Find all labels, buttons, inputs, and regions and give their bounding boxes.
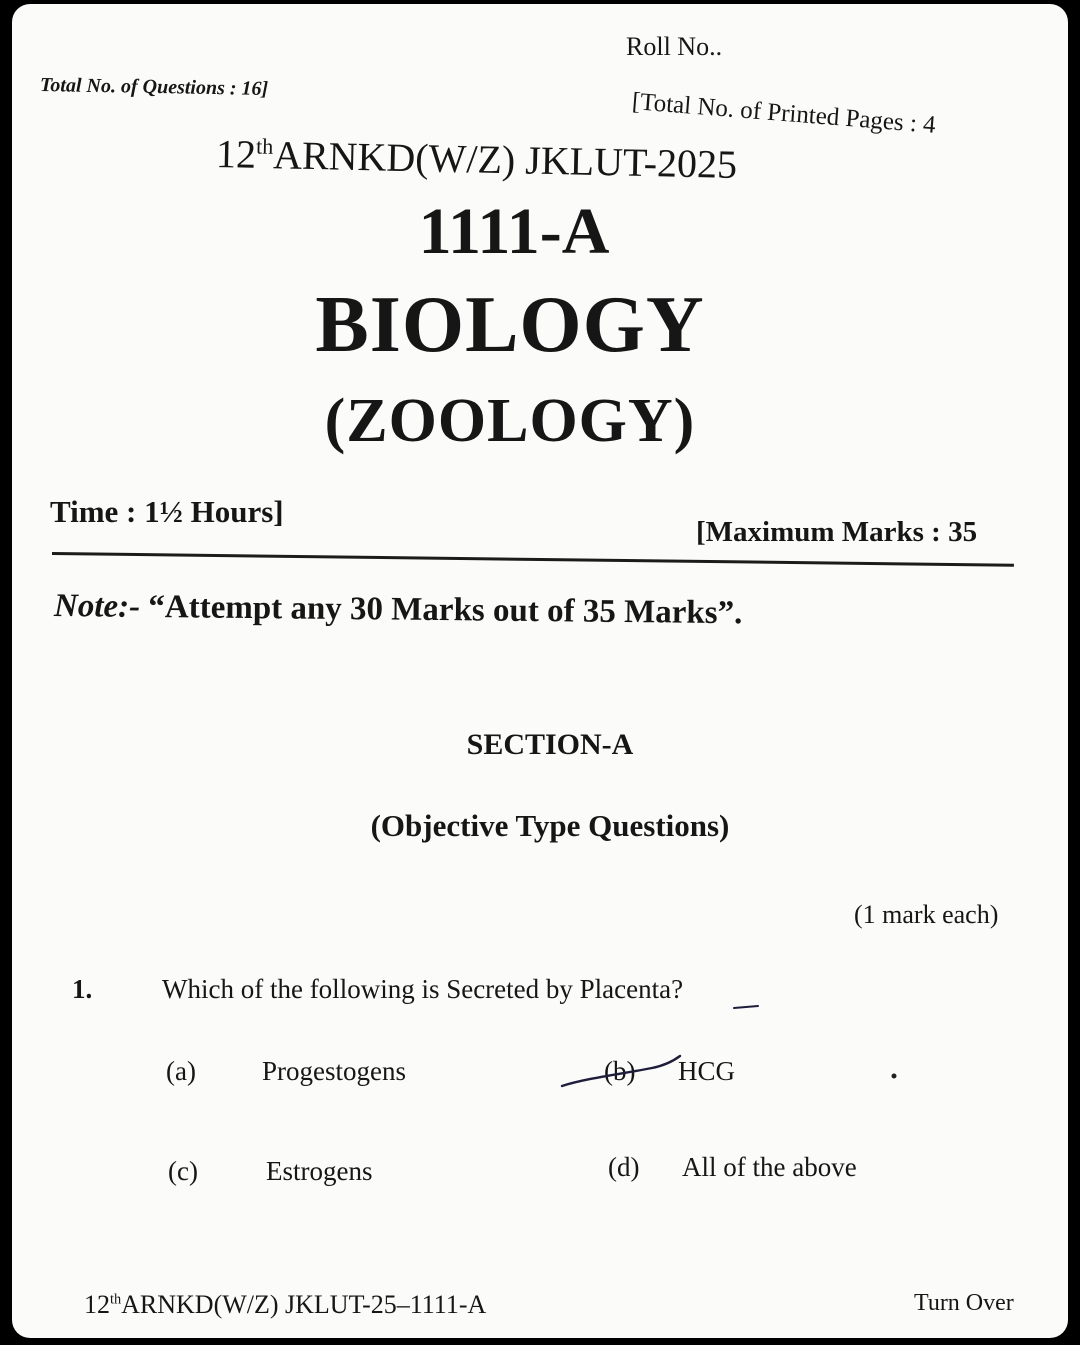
exam-paper-page	[12, 4, 1068, 1338]
answer-pen-stroke	[562, 1056, 680, 1086]
option-c-label: (c)	[168, 1156, 198, 1186]
option-b-label: (b)	[604, 1056, 636, 1086]
question-text: Which of the following is Secreted by Placenta?	[162, 974, 684, 1004]
sub-subject-title: (ZOOLOGY)	[324, 387, 696, 455]
subject-title: BIOLOGY	[315, 281, 705, 369]
total-questions: Total No. of Questions : 16]	[39, 74, 269, 100]
section-subtitle: (Objective Type Questions)	[370, 808, 730, 843]
question-number: 1.	[72, 974, 93, 1004]
option-a-label: (a)	[166, 1056, 196, 1086]
note-text: “Attempt any 30 Marks out of 35 Marks”.	[139, 588, 743, 632]
exam-code: 12thARNKD(W/Z) JKLUT-2025	[215, 131, 738, 187]
pen-marks	[12, 4, 1068, 1338]
note-label: Note:-	[53, 588, 141, 625]
option-b-text: HCG	[678, 1056, 736, 1086]
total-printed-pages: [Total No. of Printed Pages : 4	[630, 88, 937, 139]
footer-exam-code: 12thARNKD(W/Z) JKLUT-25–1111-A	[84, 1290, 487, 1319]
section-title: SECTION-A	[466, 728, 634, 761]
paper-code: 1111-A	[418, 195, 610, 268]
marks-each: (1 mark each)	[854, 900, 999, 929]
turn-over-label: Turn Over	[914, 1290, 1014, 1316]
roll-number-label: Roll No..	[626, 32, 723, 61]
option-a-text: Progestogens	[262, 1056, 406, 1086]
maximum-marks: [Maximum Marks : 35	[696, 516, 978, 548]
option-d-label: (d)	[608, 1152, 640, 1182]
option-c-text: Estrogens	[266, 1156, 373, 1186]
time-allowed: Time : 1½ Hours]	[50, 494, 284, 529]
stray-dot	[892, 1074, 897, 1079]
option-d-text: All of the above	[682, 1152, 857, 1182]
question-underline-stroke	[734, 1006, 758, 1008]
